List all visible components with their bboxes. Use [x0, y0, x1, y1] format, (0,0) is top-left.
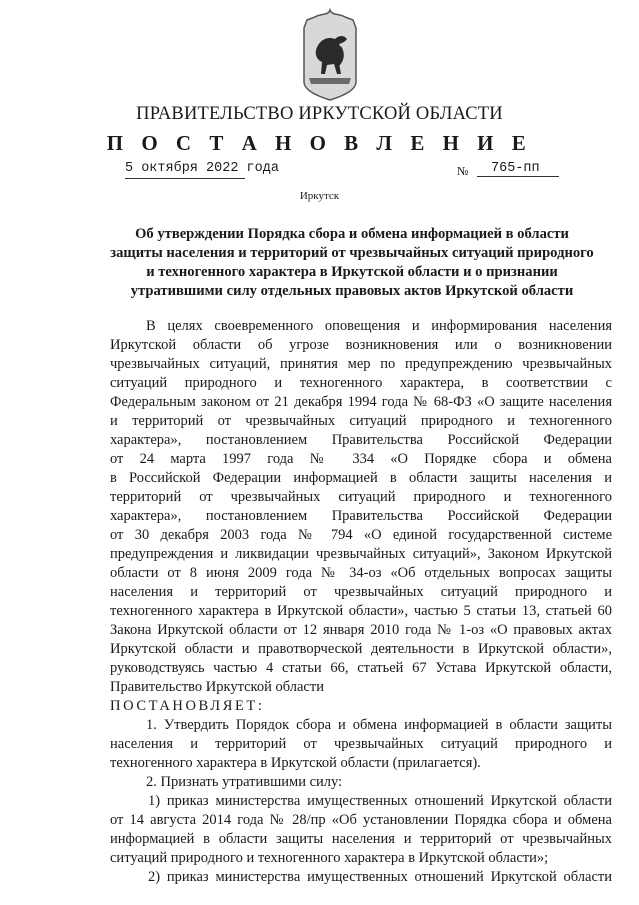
body-line: Иркутской области об угрозе возникновения или о возникновении — [110, 337, 612, 353]
body-line: территорий от чрезвычайных ситуаций природного и техногенного — [110, 489, 612, 505]
date-underline — [125, 178, 245, 179]
title-line: Об утверждении Порядка сбора и обмена информацией в области — [135, 226, 569, 242]
document-number: 765-пп — [477, 161, 559, 177]
title-line: утратившими силу отдельных правовых актов Иркутской области — [130, 283, 574, 299]
body-line: населения и территорий от чрезвычайных ситуаций природного и — [110, 736, 612, 752]
document-date: 5 октября 2022 года — [125, 161, 279, 176]
body-line: Правительство Иркутской области — [110, 679, 324, 695]
body-line: В целях своевременного оповещения и информирования населения — [146, 318, 612, 334]
body-line: 1) приказ министерства имущественных отношений Иркутской области — [148, 793, 612, 809]
body-line: характера», постановлением Правительства Российской Федерации — [110, 508, 612, 524]
title-line: и техногенного характера в Иркутской области и о признании — [146, 264, 558, 280]
body-line: ситуаций природного и техногенного характера, в соответствии с — [110, 375, 612, 391]
body-line: от 30 декабря 2003 года № 794 «О единой государственной системе — [110, 527, 612, 543]
body-line: характера», постановлением Правительства Российской Федерации — [110, 432, 612, 448]
body-line: в Российской Федерации информацией в области защиты населения и — [110, 470, 612, 486]
resolves-heading: ПОСТАНОВЛЯЕТ: — [110, 698, 265, 714]
body-line: от 24 марта 1997 года № 334 «О Порядке сбора и обмена — [110, 451, 612, 467]
document-title — [102, 225, 602, 301]
document-body — [110, 317, 612, 887]
body-line: техногенного характера в Иркутской области», частью 5 статьи 13, статьей 60 — [110, 603, 612, 619]
body-line: информацией в области защиты населения и территорий от чрезвычайных — [110, 831, 612, 847]
body-line: чрезвычайных ситуаций, принятия мер по предупреждению чрезвычайных — [110, 356, 612, 372]
document-type-heading: П О С Т А Н О В Л Е Н И Е — [106, 131, 533, 155]
body-line: техногенного характера в Иркутской области (прилагается). — [110, 755, 481, 771]
city-name: Иркутск — [299, 190, 340, 202]
title-line: защиты населения и территорий от чрезвычайных ситуаций природного — [110, 245, 594, 261]
body-line: Иркутской области и правотворческой деятельности в Иркутской области», — [110, 641, 612, 657]
body-line: Закона Иркутской области от 12 января 2010 года № 1-оз «О правовых актах — [110, 622, 612, 638]
body-line: 2) приказ министерства имущественных отношений Иркутской области — [148, 869, 612, 885]
body-line: 1. Утвердить Порядок сбора и обмена информацией в области защиты — [146, 717, 612, 733]
coat-of-arms-emblem — [299, 8, 361, 102]
body-line: области от 8 июня 2009 года № 34-оз «Об отдельных вопросах защиты — [110, 565, 612, 581]
organization-name: ПРАВИТЕЛЬСТВО ИРКУТСКОЙ ОБЛАСТИ — [136, 104, 503, 124]
body-line: руководствуясь частью 4 статьи 66, статьей 67 Устава Иркутской области, — [110, 660, 612, 676]
body-line: 2. Признать утратившими силу: — [146, 774, 343, 790]
body-line: и территорий от чрезвычайных ситуаций природного и техногенного — [110, 413, 612, 429]
number-sign: № — [457, 164, 469, 178]
body-line: предупреждения и ликвидации чрезвычайных ситуаций», Законом Иркутской — [110, 546, 612, 562]
body-line: Федеральным законом от 21 декабря 1994 года № 68-ФЗ «О защите населения — [110, 394, 612, 410]
body-line: населения и территорий от чрезвычайных ситуаций природного и — [110, 584, 612, 600]
body-line: от 14 августа 2014 года № 28/пр «Об установлении Порядка сбора и обмена — [110, 812, 612, 828]
body-line: ситуаций природного и техногенного характера в Иркутской области»; — [110, 850, 549, 866]
